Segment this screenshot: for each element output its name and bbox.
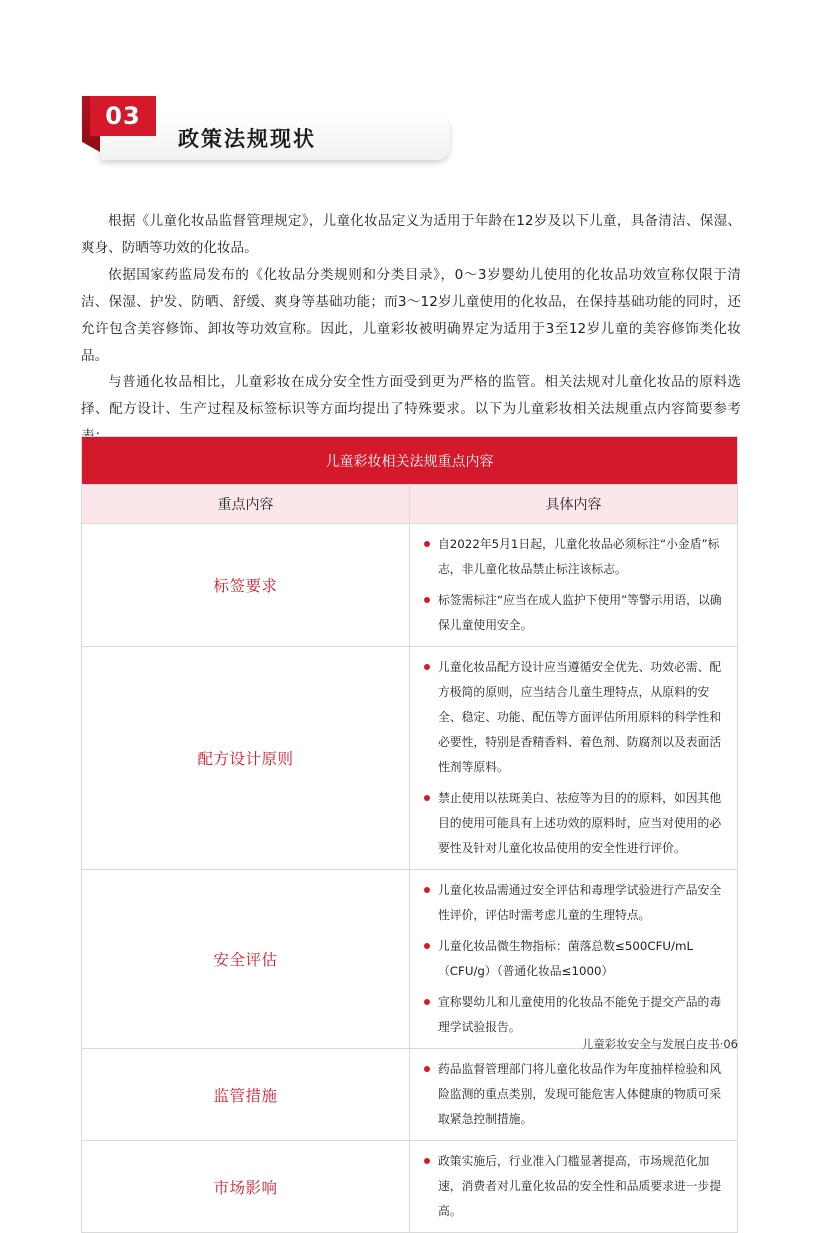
bullet-icon <box>424 887 430 893</box>
row-category: 配方设计原则 <box>82 647 410 870</box>
item-text: 禁止使用以祛斑美白、祛痘等为目的的原料，如因其他目的使用可能具有上述功效的原料时，应当对使用的必要性及针对儿童化妆品使用的安全性进行评价。 <box>438 791 722 855</box>
list-item <box>424 786 725 861</box>
bullet-icon <box>424 1158 430 1164</box>
row-category: 标签要求 <box>82 524 410 647</box>
item-text: 标签需标注“应当在成人监护下使用”等警示用语，以确保儿童使用安全。 <box>438 593 722 632</box>
regulation-table <box>81 436 738 1233</box>
table-row <box>82 647 738 870</box>
row-details <box>410 524 738 647</box>
item-text: 政策实施后，行业准入门槛显著提高，市场规范化加速，消费者对儿童化妆品的安全性和品质要求进一步提高。 <box>438 1154 722 1218</box>
list-item <box>424 990 725 1040</box>
table-title: 儿童彩妆相关法规重点内容 <box>82 437 738 485</box>
item-text: 儿童化妆品需通过安全评估和毒理学试验进行产品安全性评价，评估时需考虑儿童的生理特点。 <box>438 883 722 922</box>
table-row <box>82 1049 738 1141</box>
row-category: 安全评估 <box>82 870 410 1049</box>
section-header <box>82 96 382 176</box>
paragraph: 根据《儿童化妆品监督管理规定》，儿童化妆品定义为适用于年龄在12岁及以下儿童，具备清洁、保湿、爽身、防晒等功效的化妆品。 <box>81 213 741 256</box>
paragraph: 与普通化妆品相比，儿童彩妆在成分安全性方面受到更为严格的监管。相关法规对儿童化妆品的原料选择、配方设计、生产过程及标签标识等方面均提出了特殊要求。以下为儿童彩妆相关法规重点内容简要参考 <box>81 374 741 418</box>
bullet-icon <box>424 943 430 949</box>
column-header-detail: 具体内容 <box>410 485 738 524</box>
bullet-icon <box>424 999 430 1005</box>
item-text: 宣称婴幼儿和儿童使用的化妆品不能免于提交产品的毒理学试验报告。 <box>438 995 722 1034</box>
list-item <box>424 655 725 780</box>
bullet-icon <box>424 597 430 603</box>
row-category: 监管措施 <box>82 1049 410 1141</box>
item-text: 药品监督管理部门将儿童化妆品作为年度抽样检验和风险监测的重点类别，发现可能危害人体健康的物质可采取紧急控制措施。 <box>438 1062 722 1126</box>
table-row <box>82 1141 738 1233</box>
list-item <box>424 588 725 638</box>
list-item <box>424 1057 725 1132</box>
column-header-key: 重点内容 <box>82 485 410 524</box>
list-item <box>424 934 725 984</box>
list-item <box>424 532 725 582</box>
list-item <box>424 878 725 928</box>
row-details <box>410 1049 738 1141</box>
bullet-icon <box>424 795 430 801</box>
bullet-icon <box>424 664 430 670</box>
section-number: 03 <box>90 96 156 136</box>
table-row <box>82 870 738 1049</box>
intro-text <box>81 208 741 450</box>
table-row <box>82 524 738 647</box>
row-details <box>410 647 738 870</box>
item-text: 儿童化妆品配方设计应当遵循安全优先、功效必需、配方极简的原则，应当结合儿童生理特点，从原料的安全、稳定、功能、配伍等方面评估所用原料的科学性和必要性，特别是香精香料、着色剂、防腐剂以及表面活性剂等原料。 <box>438 660 722 774</box>
page-footer: 儿童彩妆安全与发展白皮书·06 <box>581 1037 738 1051</box>
section-title: 政策法规现状 <box>178 127 316 151</box>
list-item <box>424 1149 725 1224</box>
row-details <box>410 1141 738 1233</box>
paragraph: 依据国家药监局发布的《化妆品分类规则和分类目录》，0～3岁婴幼儿使用的化妆品功效宣称仅限于清洁、保湿、护发、防晒、舒缓、爽身等基础功能；而3～12岁儿童使用的化妆品，在保持基础功能的同时，还允许包含美容修饰、卸妆等功效宣称。因此，儿童彩妆被明确界定为适用于3至12岁儿童的美容修饰类化妆品。 <box>81 266 741 364</box>
item-text: 自2022年5月1日起，儿童化妆品必须标注“小金盾”标志，非儿童化妆品禁止标注该标志。 <box>438 537 720 576</box>
row-details <box>410 870 738 1049</box>
row-category: 市场影响 <box>82 1141 410 1233</box>
bullet-icon <box>424 1066 430 1072</box>
bullet-icon <box>424 541 430 547</box>
item-text: 儿童化妆品微生物指标：菌落总数≤500CFU/mL（CFU/g）（普通化妆品≤1000） <box>438 939 694 978</box>
